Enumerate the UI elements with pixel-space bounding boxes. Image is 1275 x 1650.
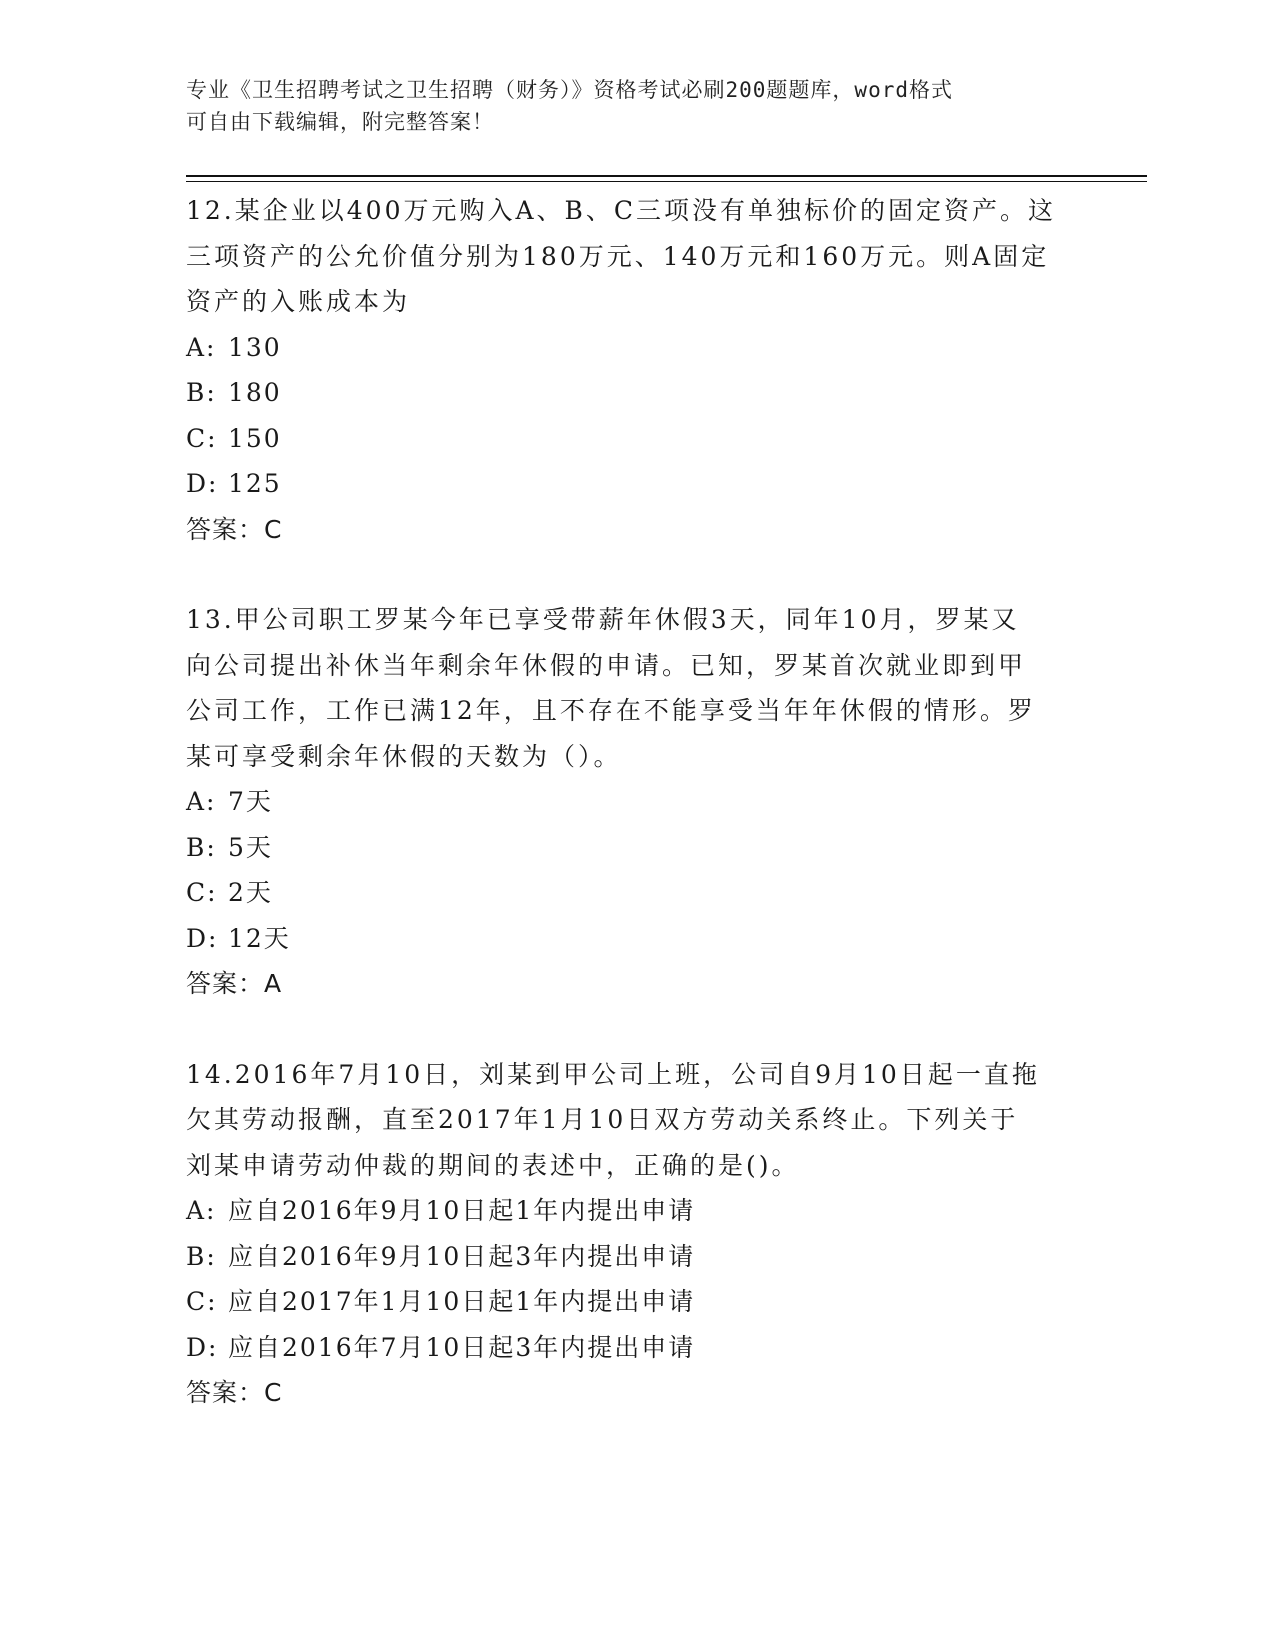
question-list (186, 188, 1086, 1416)
option-d (186, 1325, 1086, 1371)
option-d (186, 461, 1086, 507)
stem-line: 刘某申请劳动仲裁的期间的表述中，正确的是()。 (186, 1150, 800, 1180)
option-b (186, 1234, 1086, 1280)
option-label: C: (186, 1287, 218, 1316)
stem-line: 资产的入账成本为 (186, 287, 411, 316)
option-text: 150 (228, 423, 282, 453)
option-text: 应自2016年9月10日起3年内提出申请 (228, 1241, 696, 1271)
stem-line: 公司工作，工作已满12年，且不存在不能享受当年年休假的情形。罗 (186, 696, 1036, 725)
answer-line: 答案：A (186, 969, 283, 998)
question-14 (186, 1052, 1086, 1416)
option-text: 2天 (228, 878, 273, 907)
stem-line: 12.某企业以400万元购入A、B、C三项没有单独标价的固定资产。这 (186, 196, 1057, 225)
option-label: B: (186, 1241, 217, 1271)
stem-line: 三项资产的公允价值分别为180万元、140万元和160万元。则A固定 (186, 241, 1050, 271)
option-label: D: (186, 1332, 219, 1362)
option-c (186, 1279, 1086, 1325)
option-label: A: (186, 787, 217, 816)
option-label: D: (186, 923, 219, 953)
option-label: B: (186, 832, 217, 862)
answer-line: 答案：C (186, 514, 283, 544)
option-a (186, 779, 1086, 825)
header-divider-thin (186, 181, 1147, 182)
option-text: 125 (228, 469, 282, 498)
question-spacer (186, 1007, 1086, 1052)
stem-line: 某可享受剩余年休假的天数为（）。 (186, 741, 622, 771)
question-stem (186, 188, 1086, 325)
option-text: 12天 (228, 923, 291, 953)
option-label: C: (186, 423, 218, 453)
option-text: 应自2016年7月10日起3年内提出申请 (228, 1332, 696, 1362)
option-label: A: (186, 1196, 217, 1225)
document-header (186, 74, 1066, 138)
question-spacer (186, 552, 1086, 597)
stem-line: 14.2016年7月10日，刘某到甲公司上班，公司自9月10日起一直拖 (186, 1059, 1040, 1089)
option-text: 应自2016年9月10日起1年内提出申请 (228, 1196, 696, 1225)
option-text: 应自2017年1月10日起1年内提出申请 (228, 1287, 696, 1316)
option-label: C: (186, 878, 218, 907)
question-stem (186, 597, 1086, 779)
option-label: D: (186, 469, 219, 498)
option-label: B: (186, 378, 217, 407)
option-a (186, 325, 1086, 371)
question-13 (186, 597, 1086, 1007)
option-b (186, 825, 1086, 871)
question-12 (186, 188, 1086, 552)
option-c (186, 416, 1086, 462)
option-text: 7天 (228, 787, 273, 816)
header-divider-thick (186, 175, 1147, 177)
answer-line: 答案：C (186, 1378, 283, 1407)
option-label: A: (186, 332, 217, 362)
option-text: 5天 (228, 832, 273, 862)
stem-line: 欠其劳动报酬，直至2017年1月10日双方劳动关系终止。下列关于 (186, 1105, 1019, 1134)
question-stem (186, 1052, 1086, 1189)
header-line-1: 专业《卫生招聘考试之卫生招聘（财务）》资格考试必刷200题题库，word格式 (186, 78, 953, 102)
option-b (186, 370, 1086, 416)
option-c (186, 870, 1086, 916)
option-text: 130 (228, 332, 282, 362)
option-d (186, 916, 1086, 962)
header-line-2: 可自由下载编辑，附完整答案！ (186, 110, 494, 134)
option-text: 180 (228, 378, 282, 407)
stem-line: 向公司提出补休当年剩余年休假的申请。已知，罗某首次就业即到甲 (186, 650, 1027, 680)
option-a (186, 1188, 1086, 1234)
stem-line: 13.甲公司职工罗某今年已享受带薪年休假3天，同年10月，罗某又 (186, 605, 1020, 634)
